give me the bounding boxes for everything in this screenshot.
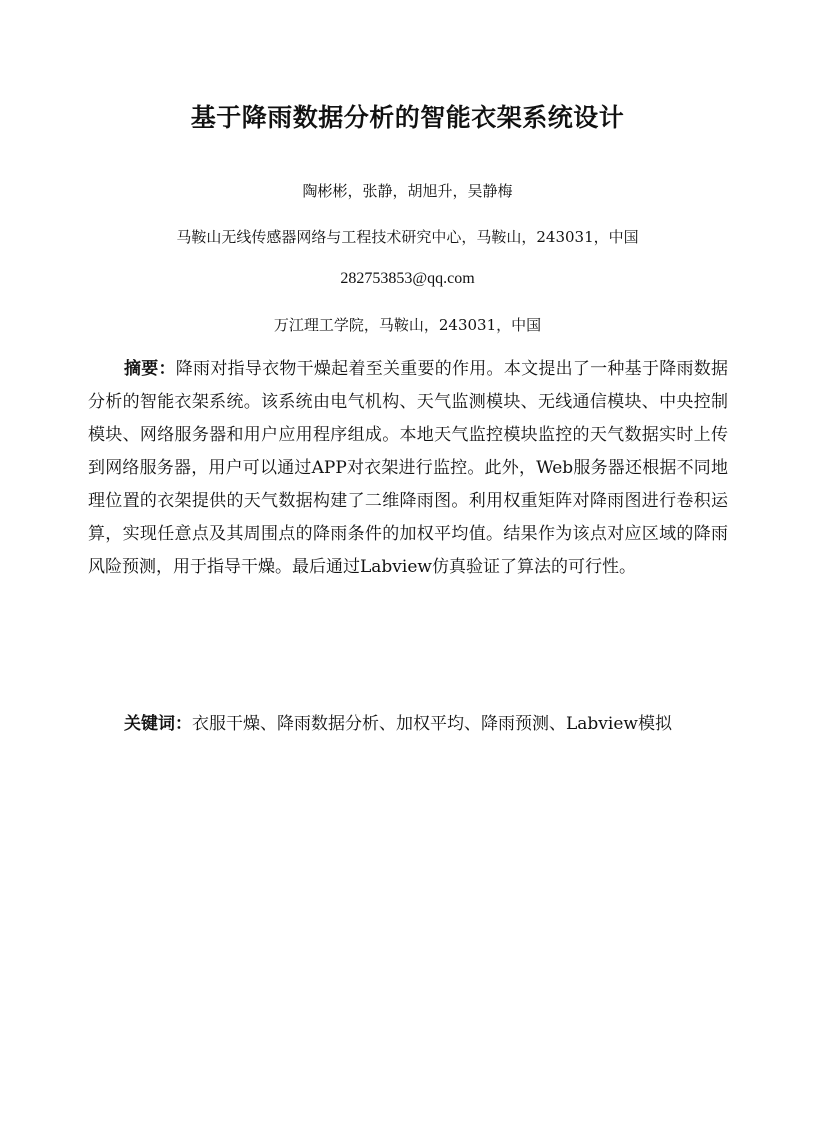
paper-title: 基于降雨数据分析的智能衣架系统设计: [190, 103, 625, 132]
abstract-text: 降雨对指导衣物干燥起着至关重要的作用。本文提出了一种基于降雨数据分析的智能衣架系统。该系统由电气机构、天气监测模块、无线通信模块、中央控制模块、网络服务器和用户应用程序组成。本地天气监控模块监控的天气数据实时上传到网络服务器，用户可以通过APP对衣架进行监控。此外，Web服务器还根据不同地理位置的衣架提供的天气数据构建了二维降雨图。利用权重矩阵对降雨图进行卷积运算，实现任意点及其周围点的降雨条件的加权平均值。结果作为该点对应区域的降雨风险预测，用于指导干燥。最后通过Labview仿真验证了算法的可行性。: [88, 359, 729, 577]
keywords-text: 衣服干燥、降雨数据分析、加权平均、降雨预测、Labview模拟: [192, 714, 672, 734]
keywords-label: 关键词：: [124, 714, 192, 734]
affiliation-secondary: 万江理工学院，马鞍山，243031，中国: [273, 316, 542, 334]
author-list: 陶彬彬，张静，胡旭升，吴静梅: [302, 182, 513, 200]
affiliation-primary: 马鞍山无线传感器网络与工程技术研究中心，马鞍山，243031，中国: [176, 228, 639, 246]
abstract: [88, 353, 728, 584]
abstract-label: 摘要：: [124, 359, 176, 379]
keywords: [124, 709, 672, 739]
contact-email: 282753853@qq.com: [340, 270, 475, 287]
